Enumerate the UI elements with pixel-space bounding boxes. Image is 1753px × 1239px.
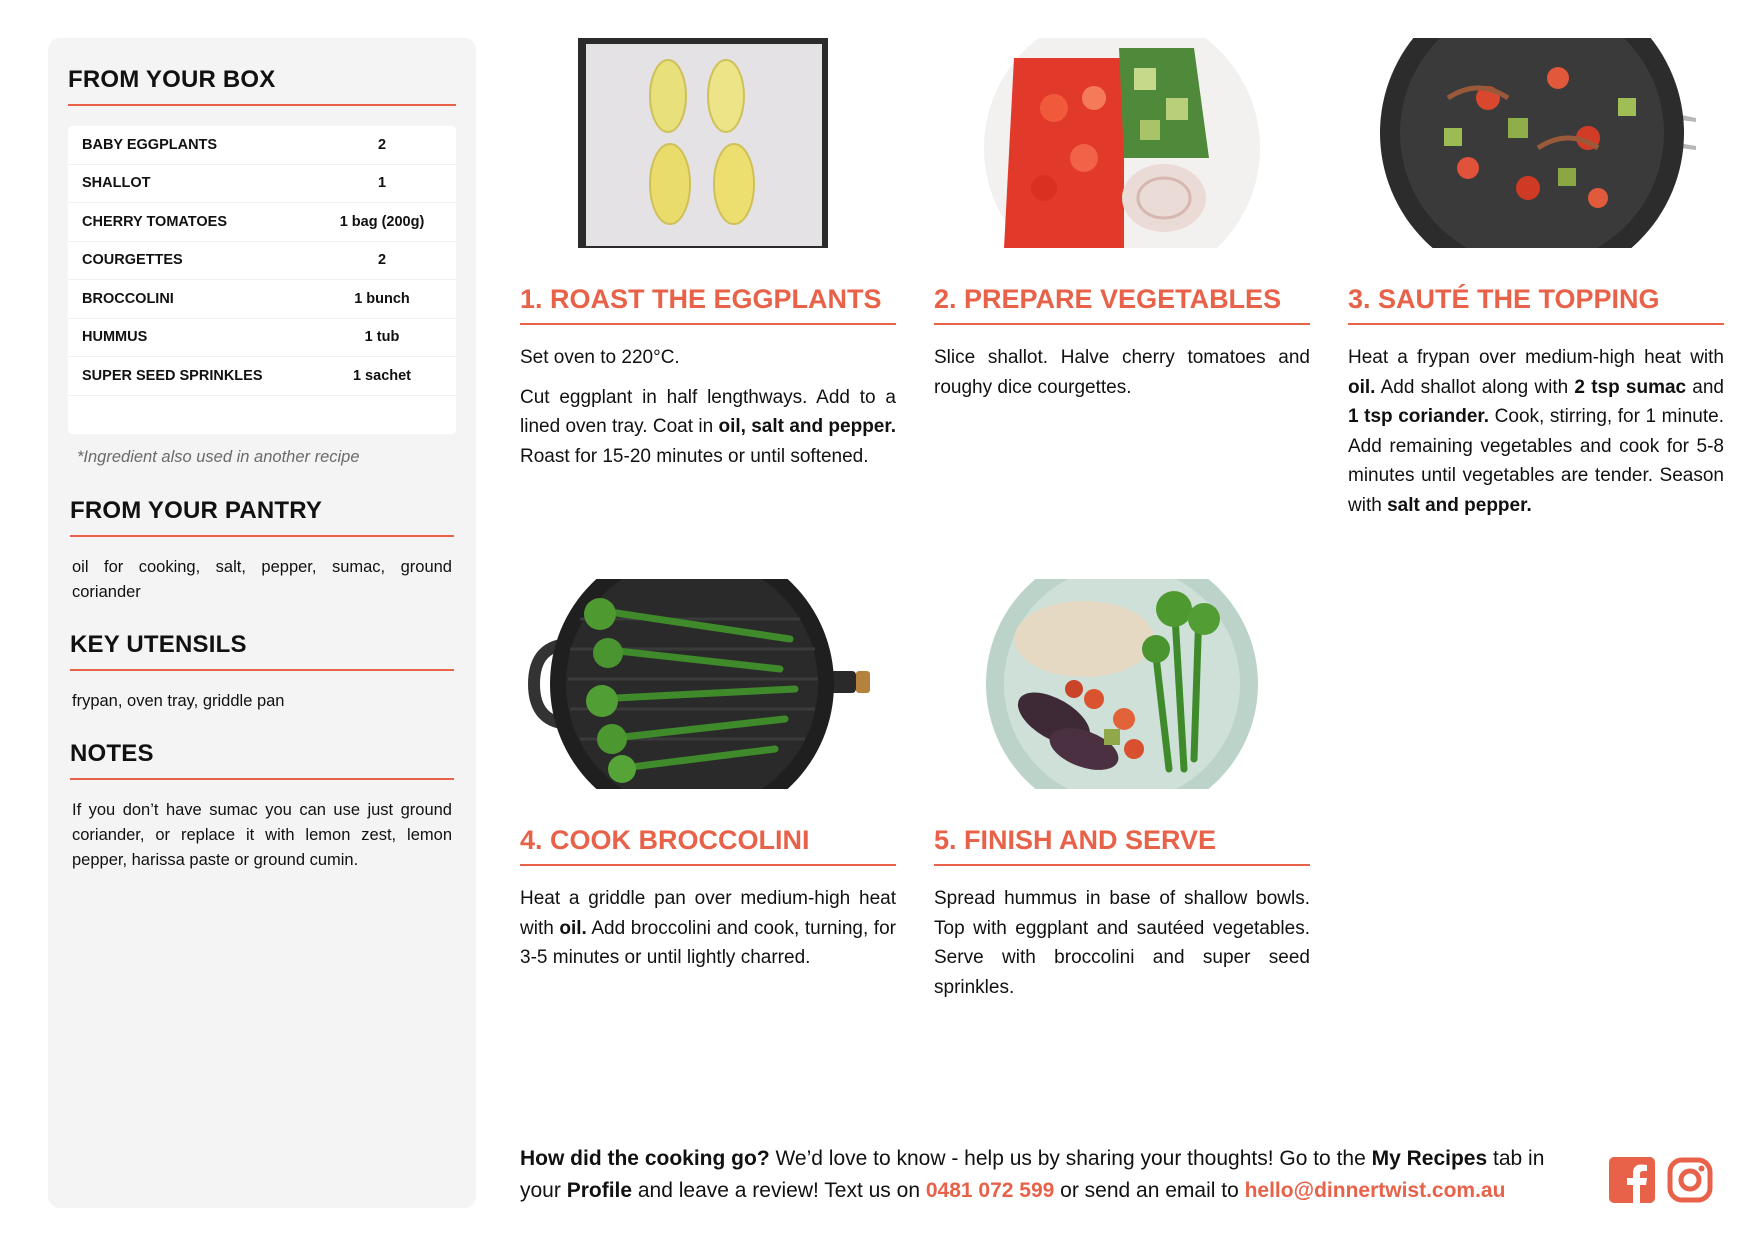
- bold-run: 2 tsp sumac: [1574, 376, 1687, 398]
- text-run: We’d love to know - help us by sharing your thoughts! Go to the: [769, 1147, 1372, 1170]
- ingredient-footnote: *Ingredient also used in another recipe: [77, 447, 360, 466]
- instagram-icon[interactable]: [1667, 1157, 1713, 1203]
- utensils-heading: KEY UTENSILS: [70, 631, 454, 671]
- step-4-photo: [520, 579, 896, 789]
- step-5-para-1: Spread hummus in base of shallow bowls. Top with eggplant and sautéed vegetables. Serve with broccolini and super seed sprinkles.: [934, 888, 1310, 998]
- ingredient-name: HUMMUS: [82, 329, 148, 346]
- ingredient-name: COURGETTES: [82, 252, 183, 269]
- step-3-title: 3. SAUTÉ THE TOPPING: [1348, 284, 1724, 325]
- bold-run: 1 tsp coriander.: [1348, 406, 1490, 427]
- box-heading: FROM YOUR BOX: [68, 66, 456, 106]
- pantry-heading: FROM YOUR PANTRY: [70, 497, 454, 537]
- step-1-para-2: [520, 383, 896, 472]
- bold-run: oil, salt and pepper.: [718, 416, 897, 437]
- step-3-photo: [1348, 38, 1724, 248]
- ingredients-table: [68, 126, 456, 434]
- ingredient-qty: 1: [377, 175, 387, 192]
- step-4: [520, 579, 896, 983]
- step-2-text: [934, 343, 1310, 402]
- text-run: Cut eggplant in half lengthways. Add to a lined oven tray. Coat in: [520, 386, 896, 437]
- step-2-title: 2. PREPARE VEGETABLES: [934, 284, 1310, 325]
- ingredient-qty: 2: [377, 136, 387, 153]
- sidebar: [48, 38, 476, 1208]
- ingredient-row: [68, 280, 456, 319]
- text-run: Heat a griddle pan over medium-high heat with: [520, 888, 896, 939]
- text-run: Cook, stirring, for 1 minute. Add remaining vegetables and cook for 5-8 minutes until vegetables are tender. Season with: [1348, 406, 1724, 516]
- utensils-text: frypan, oven tray, griddle pan: [72, 691, 285, 710]
- ingredient-name: SUPER SEED SPRINKLES: [82, 367, 263, 384]
- feedback-question: How did the cooking go?: [520, 1147, 770, 1170]
- ingredient-qty: 1 bunch: [354, 290, 410, 307]
- step-4-para-1: [520, 884, 896, 973]
- text-run: tab in your: [520, 1147, 1545, 1202]
- step-5-text: [934, 884, 1310, 1002]
- ingredient-row: [68, 357, 456, 396]
- step-1-para-1: Set oven to 220°C.: [520, 347, 680, 368]
- text-run: and leave a review! Text us on: [632, 1179, 926, 1202]
- bold-run: oil.: [559, 917, 587, 939]
- ingredient-qty: 1 sachet: [352, 367, 412, 384]
- ingredient-row: [68, 203, 456, 242]
- step-5: [934, 579, 1310, 1012]
- email-link[interactable]: hello@dinnertwist.com.au: [1244, 1179, 1506, 1202]
- step-3: [1348, 38, 1724, 530]
- bold-run: oil.: [1348, 376, 1376, 398]
- text-run: Heat a frypan over medium-high heat with: [1348, 347, 1724, 368]
- notes-text: If you don’t have sumac you can use just ground coriander, or replace it with lemon zest, lemon pepper, harissa paste or ground cumin.: [72, 800, 452, 869]
- text-run: Roast for 15-20 minutes or until softened.: [520, 445, 869, 467]
- step-1-title: 1. ROAST THE EGGPLANTS: [520, 284, 896, 325]
- feedback-footer: [520, 1143, 1580, 1207]
- step-2: [934, 38, 1310, 412]
- pantry-section: [68, 497, 456, 605]
- ingredient-row: [68, 319, 456, 358]
- facebook-icon[interactable]: [1609, 1157, 1655, 1203]
- step-5-photo: [934, 579, 1310, 789]
- ingredient-row: [68, 126, 456, 165]
- step-3-text: [1348, 343, 1724, 520]
- bold-run: My Recipes: [1371, 1147, 1488, 1170]
- ingredient-row: [68, 242, 456, 281]
- notes-heading: NOTES: [70, 740, 454, 780]
- ingredient-qty: 1 bag (200g): [339, 213, 425, 230]
- text-run: and: [1686, 376, 1724, 398]
- ingredient-qty: 2: [377, 252, 387, 269]
- ingredient-row-empty: [68, 396, 456, 434]
- text-run: Add shallot along with: [1375, 376, 1575, 398]
- step-5-title: 5. FINISH AND SERVE: [934, 825, 1310, 866]
- text-run: or send an email to: [1054, 1179, 1245, 1202]
- phone-link[interactable]: 0481 072 599: [925, 1179, 1055, 1202]
- step-1-text: [520, 343, 896, 471]
- ingredient-name: BROCCOLINI: [82, 290, 174, 307]
- step-1: [520, 38, 896, 481]
- step-2-photo: [934, 38, 1310, 248]
- bold-run: salt and pepper.: [1387, 494, 1532, 516]
- notes-section: [68, 740, 456, 873]
- ingredient-row: [68, 165, 456, 204]
- ingredient-qty: 1 tub: [364, 329, 400, 346]
- step-2-para-1: Slice shallot. Halve cherry tomatoes and roughy dice courgettes.: [934, 347, 1310, 398]
- bold-run: Profile: [566, 1179, 633, 1202]
- step-4-title: 4. COOK BROCCOLINI: [520, 825, 896, 866]
- step-4-text: [520, 884, 896, 973]
- pantry-text: oil for cooking, salt, pepper, sumac, ground coriander: [72, 557, 452, 601]
- ingredient-name: CHERRY TOMATOES: [82, 213, 228, 230]
- step-3-para-1: [1348, 343, 1724, 520]
- ingredient-name: SHALLOT: [82, 175, 151, 192]
- text-run: Add broccolini and cook, turning, for 3-5 minutes or until lightly charred.: [520, 917, 896, 968]
- utensils-section: [68, 631, 456, 714]
- ingredient-name: BABY EGGPLANTS: [82, 136, 218, 153]
- step-1-photo: [520, 38, 896, 248]
